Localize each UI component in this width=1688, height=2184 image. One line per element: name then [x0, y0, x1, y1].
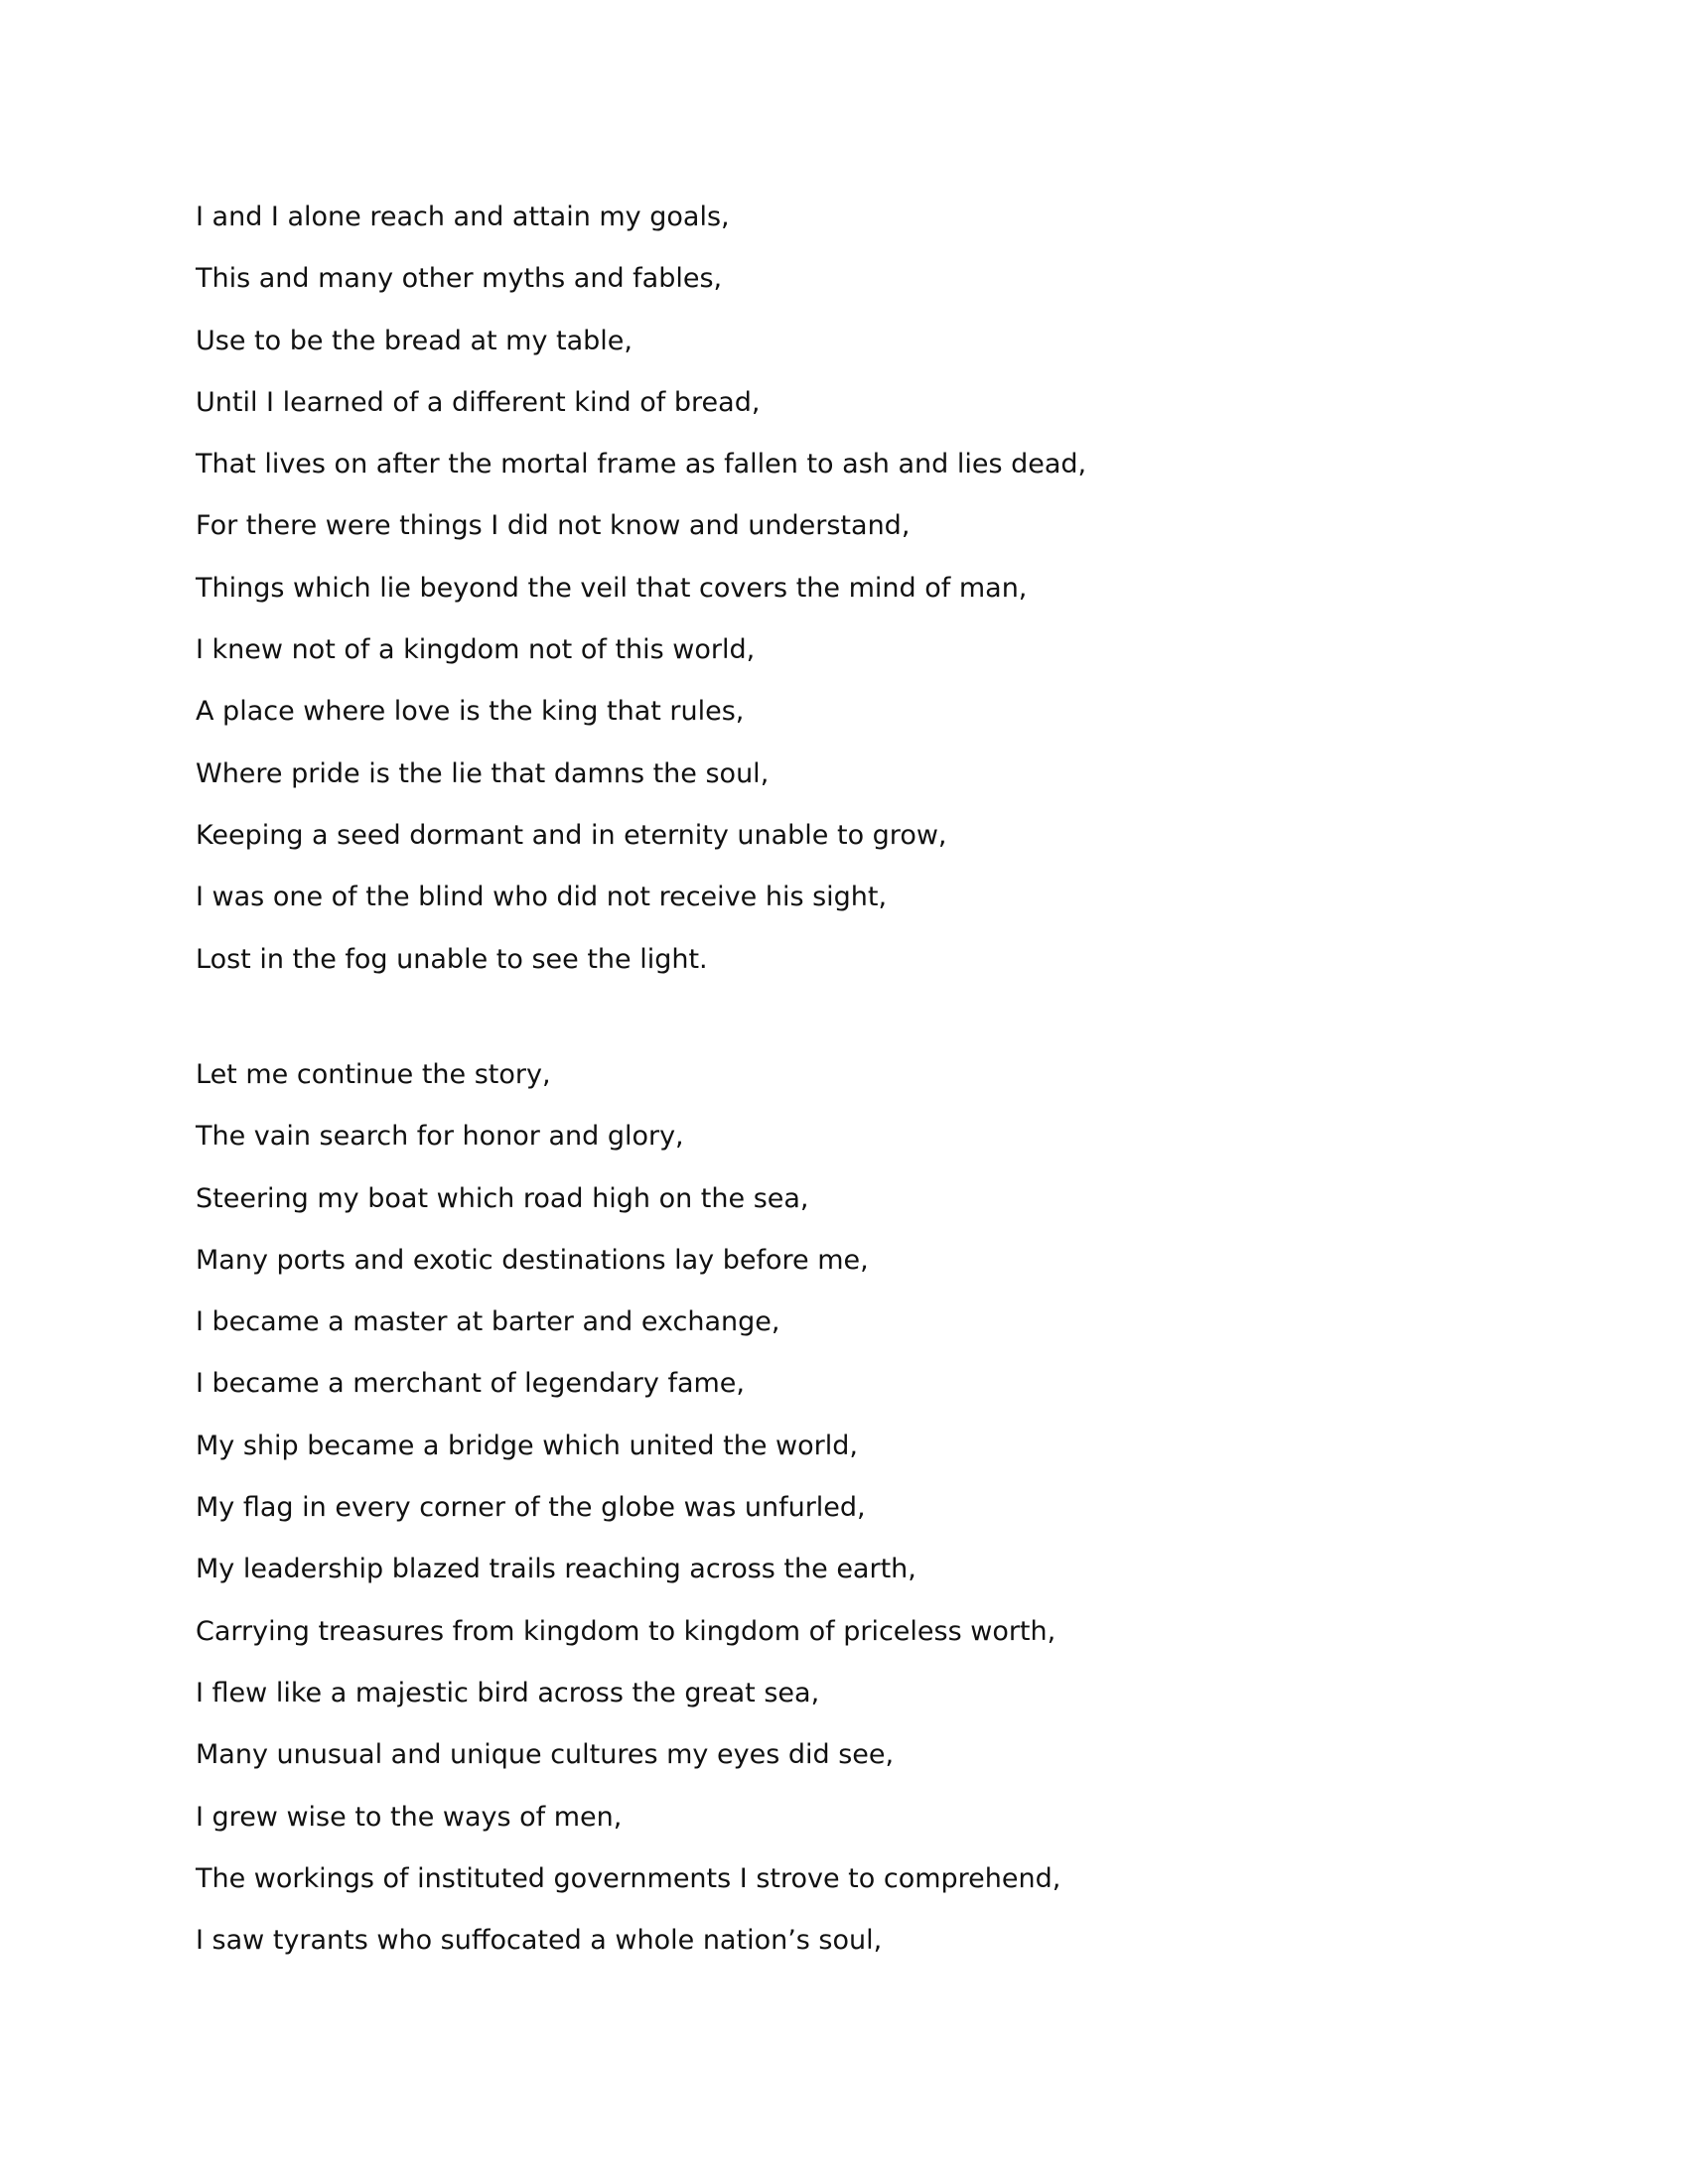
poem-line: Use to be the bread at my table,: [196, 325, 633, 356]
poem-line: My ship became a bridge which united the world,: [196, 1430, 858, 1461]
poem-line: My flag in every corner of the globe was unfurled,: [196, 1492, 866, 1524]
poem-line: I saw tyrants who suffocated a whole nation’s soul,: [196, 1925, 883, 1957]
poem-line: The vain search for honor and glory,: [196, 1121, 684, 1153]
poem-line: Keeping a seed dormant and in eternity unable to grow,: [196, 819, 947, 851]
poem-line: A place where love is the king that rules,: [196, 696, 745, 728]
poem-line: I became a merchant of legendary fame,: [196, 1368, 745, 1400]
poem-line: I was one of the blind who did not receive his sight,: [196, 882, 888, 913]
poem-line: Lost in the fog unable to see the light.: [196, 943, 708, 975]
poem-line: Until I learned of a different kind of bread,: [196, 386, 761, 418]
poem-line: Where pride is the lie that damns the soul,: [196, 757, 770, 789]
stanza-1: [196, 199, 1486, 1003]
poem-line: For there were things I did not know and understand,: [196, 510, 911, 542]
poem-line: I flew like a majestic bird across the great sea,: [196, 1677, 820, 1708]
poem-line: That lives on after the mortal frame as fallen to ash and lies dead,: [196, 449, 1087, 480]
stanza-2: [196, 1056, 1486, 1983]
poem-line: Let me continue the story,: [196, 1059, 551, 1090]
poem-line: Many unusual and unique cultures my eyes did see,: [196, 1739, 895, 1771]
poem-line: I became a master at barter and exchange,: [196, 1306, 780, 1338]
poem-line: I knew not of a kingdom not of this world,: [196, 634, 756, 666]
poem-line: I and I alone reach and attain my goals,: [196, 202, 730, 232]
poem-line: Many ports and exotic destinations lay before me,: [196, 1244, 869, 1276]
poem-line: My leadership blazed trails reaching across the earth,: [196, 1554, 916, 1585]
poem-line: This and many other myths and fables,: [196, 263, 723, 295]
poem-line: I grew wise to the ways of men,: [196, 1801, 623, 1833]
poem-line: Carrying treasures from kingdom to kingdom of priceless worth,: [196, 1615, 1056, 1647]
poem-line: Steering my boat which road high on the sea,: [196, 1182, 809, 1214]
poem-line: Things which lie beyond the veil that covers the mind of man,: [196, 572, 1028, 604]
poem-line: The workings of instituted governments I strove to comprehend,: [196, 1862, 1061, 1894]
